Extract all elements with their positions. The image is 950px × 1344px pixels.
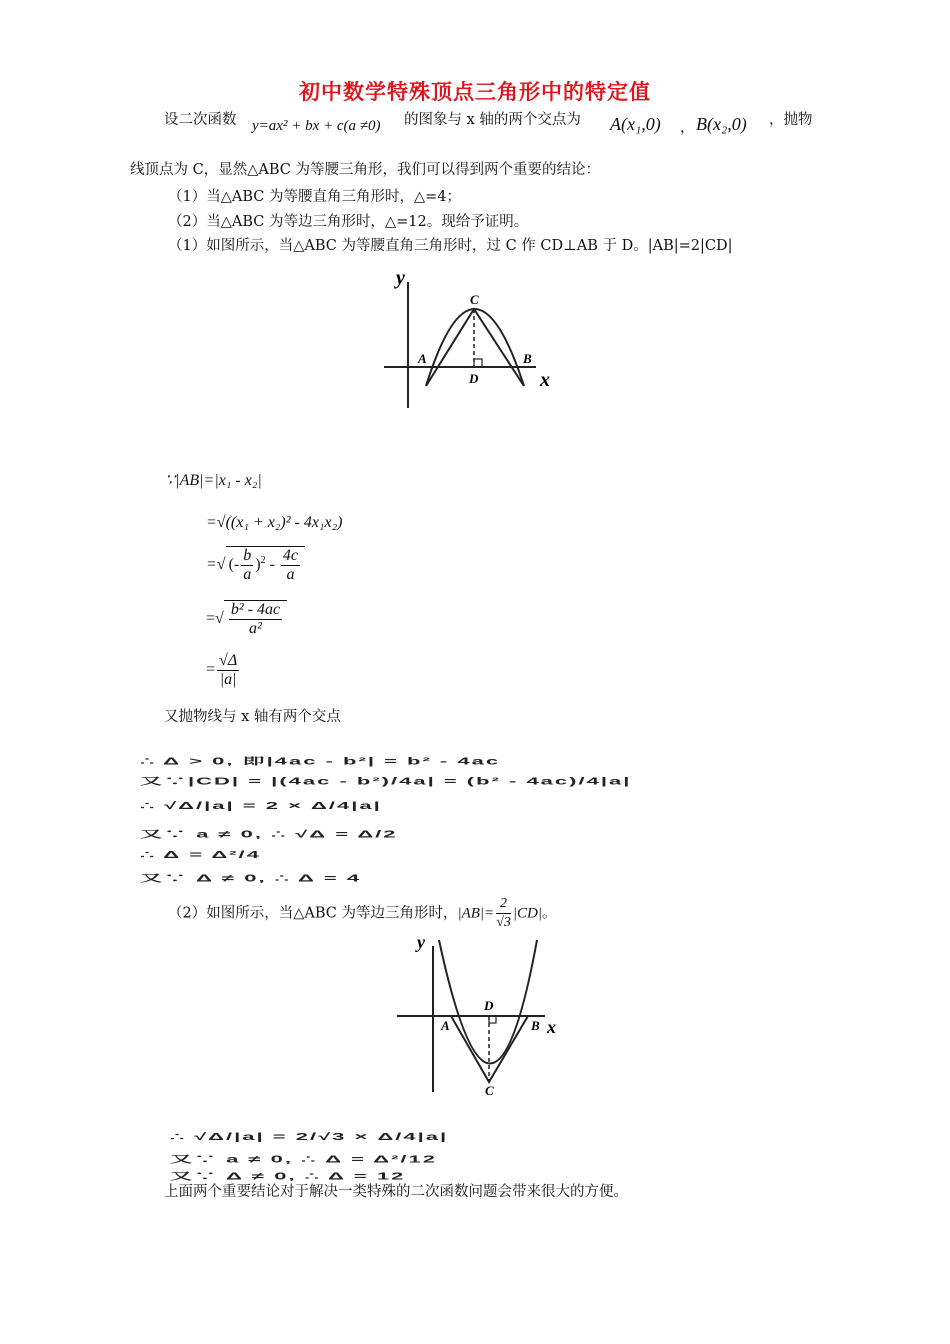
intro-tail: ，抛物 (769, 112, 813, 128)
garbled-line-6: 又∵ Δ ≠ 0, ∴ Δ = 4 (140, 872, 362, 884)
step2-frac-b: b (243, 547, 252, 564)
fig2-label-d: D (484, 998, 494, 1013)
garbled2-line-2: 又∵ a ≠ 0, ∴ Δ = Δ²/12 (170, 1153, 438, 1165)
conclusion-1: （1）当△ABC 为等腰直角三角形时，△=4； (168, 189, 462, 205)
proof2-intro (168, 895, 556, 932)
intro-text-after: 的图象与 x 轴的两个交点为 (404, 112, 581, 128)
fig2-label-a: A (441, 1018, 450, 1033)
step2-frac-a: a (243, 566, 252, 583)
derivation-step1: =√((x₁ + x₂)² - 4x₁x₂) (206, 514, 343, 531)
proof2-cd: |CD| (512, 905, 542, 922)
page-title: 初中数学特殊顶点三角形中的特定值 (299, 80, 651, 104)
garbled-line-3: ∴ √Δ/|a| = 2 × Δ/4|a| (140, 800, 382, 812)
fig1-label-b: B (523, 351, 532, 366)
figure-2-parabola-up (395, 932, 565, 1097)
fig2-label-x: x (547, 1017, 556, 1037)
intro-line2: 线顶点为 C，显然△ABC 为等腰三角形，我们可以得到两个重要的结论： (130, 162, 600, 178)
conclusion-2: （2）当△ABC 为等边三角形时，△=12。现给予证明。 (168, 214, 529, 230)
garbled-line-1: ∴ Δ > 0, 即|4ac - b²| = b² - 4ac (140, 755, 501, 767)
two-intersections-text: 又抛物线与 x 轴有两个交点 (164, 709, 341, 725)
fig1-label-a: A (418, 351, 427, 366)
intro-text-before: 设二次函数 (164, 112, 237, 128)
step3-denominator: a² (249, 620, 262, 637)
proof2-frac-num: 2 (496, 895, 511, 914)
point-b: B(x₂,0) (696, 114, 747, 134)
garbled2-line-3: 又∵ Δ ≠ 0, ∴ Δ = 12 (170, 1170, 406, 1182)
fig1-label-x: x (540, 369, 550, 391)
proof2-end: 。 (541, 905, 557, 922)
fig1-right-angle (474, 359, 482, 367)
func-y: y (252, 118, 259, 134)
quadratic-function (252, 118, 380, 135)
garbled-line-4: 又∵ a ≠ 0, ∴ √Δ = Δ/2 (140, 828, 398, 840)
closing-text: 上面两个重要结论对于解决一类特殊的二次函数问题会带来很大的方便。 (164, 1184, 628, 1200)
derivation-because: ∵|AB|=|x₁ - x₂| (165, 472, 262, 489)
fig1-label-c: C (470, 292, 479, 307)
fig1-label-d: D (469, 371, 479, 386)
derivation-step4: = $\frac{√\Delta}{|a|}$ (206, 652, 238, 688)
figure-1-parabola-down (380, 262, 560, 414)
proof2-prefix: （2）如图所示，当△ABC 为等边三角形时， (168, 905, 458, 922)
garbled-line-2: 又∵|CD| = |(4ac - b²)/4a| = (b² - 4ac)/4|a| (140, 775, 632, 787)
proof2-frac-den: √3 (496, 915, 511, 930)
garbled2-line-1: ∴ √Δ/|a| = 2/√3 × Δ/4|a| (170, 1131, 449, 1143)
proof2-ab: |AB|= (457, 905, 495, 922)
derivation-step2: =√ (- $\frac{b}{a}$ )$^2$ - $\frac{4c}{a}$ (206, 546, 305, 584)
intro-comma: ， (680, 120, 695, 136)
step4-denominator: |a| (219, 671, 237, 688)
fig1-label-y: y (396, 267, 405, 289)
step3-numerator: b² - 4ac (230, 601, 281, 618)
fig2-label-c: C (485, 1083, 494, 1097)
step2-frac-a2: a (286, 566, 295, 583)
func-rest: =ax² + bx + c(a ≠0) (258, 118, 381, 134)
proof1-intro: （1）如图所示，当△ABC 为等腰直角三角形时，过 C 作 CD⊥AB 于 D。|AB|=2|CD| (168, 238, 733, 254)
step2-equals: = (206, 556, 217, 574)
step4-numerator: √Δ (219, 652, 238, 669)
garbled-line-5: ∴ Δ = Δ²/4 (140, 849, 261, 861)
point-a: A(x₁,0) (610, 114, 661, 134)
fig2-right-angle (489, 1016, 496, 1023)
fig2-label-y: y (417, 932, 425, 952)
fig2-label-b: B (531, 1018, 540, 1033)
step2-frac-4c: 4c (282, 547, 298, 564)
derivation-step3: =√ $\frac{\text{b² - 4ac}}{\text{a²}}$ (206, 600, 287, 638)
